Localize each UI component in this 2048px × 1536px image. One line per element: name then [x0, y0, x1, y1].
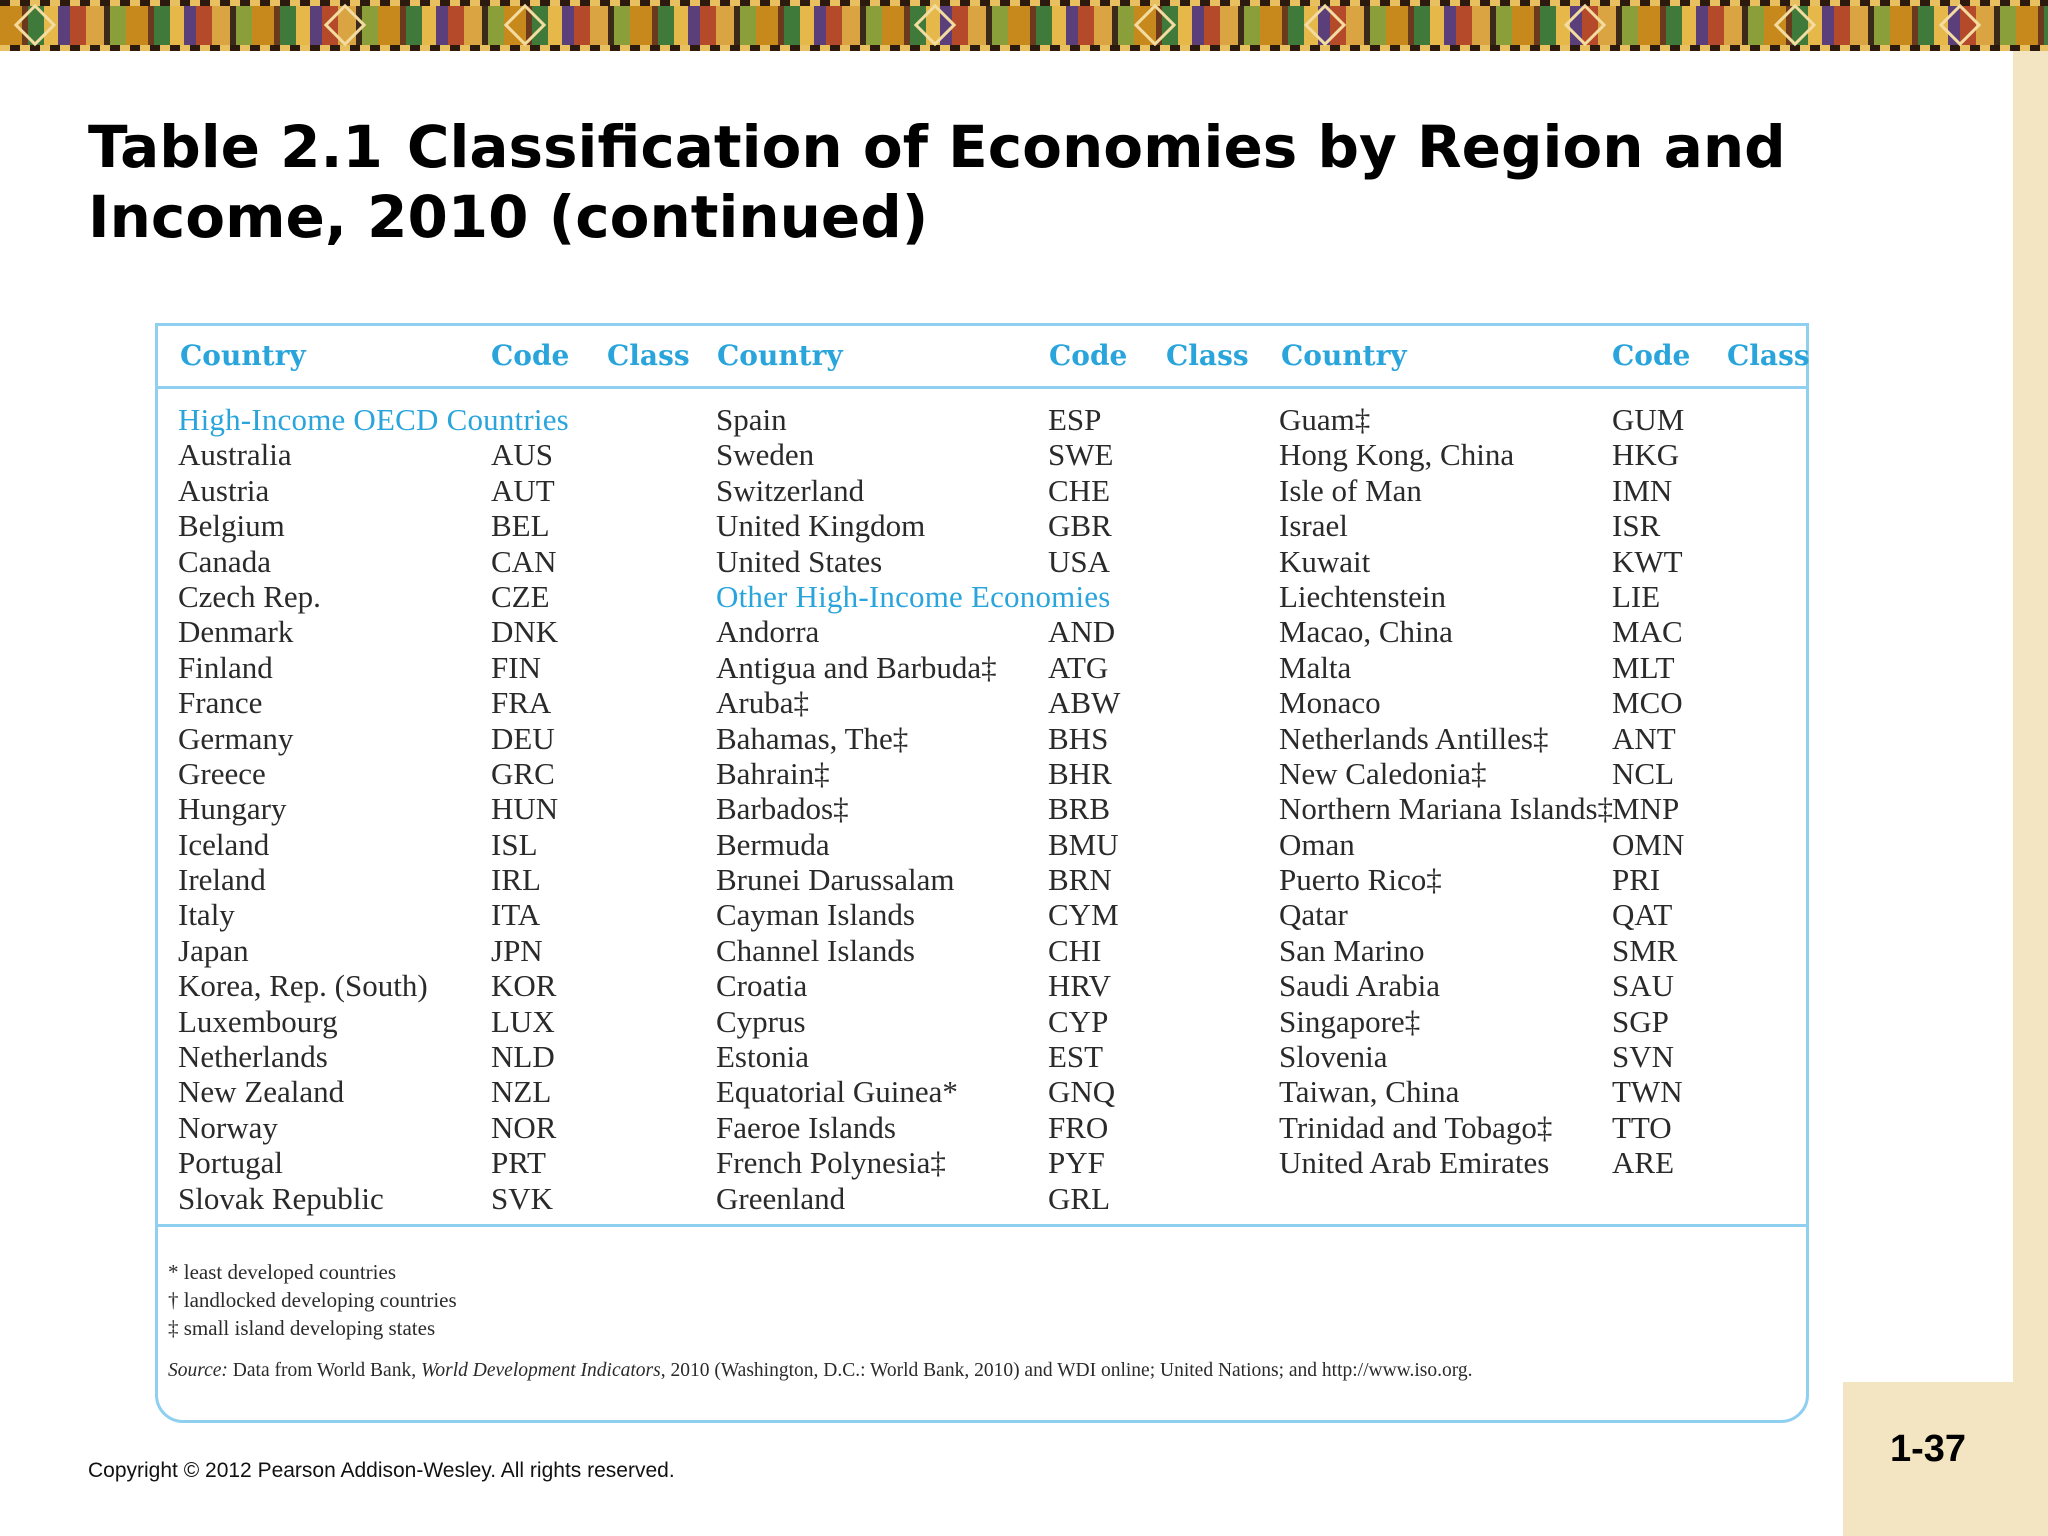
country-name: Saudi Arabia	[1279, 968, 1440, 1004]
country-name: Hungary	[178, 791, 287, 827]
header-class-3: Class	[1727, 339, 1810, 372]
table-row	[1279, 897, 1799, 932]
country-code: FRA	[491, 685, 552, 721]
country-name: Isle of Man	[1279, 472, 1422, 508]
country-name: Austria	[178, 472, 270, 508]
country-code: PRT	[491, 1145, 546, 1181]
country-name: Croatia	[716, 968, 808, 1004]
table-row	[178, 685, 698, 720]
country-code: OMN	[1612, 826, 1685, 862]
side-strip	[2013, 51, 2048, 1536]
country-code: SWE	[1048, 437, 1114, 473]
country-code: AUT	[491, 472, 555, 508]
country-code: GBR	[1048, 508, 1112, 544]
country-code: PYF	[1048, 1145, 1105, 1181]
table-row	[716, 862, 1256, 897]
country-code: GUM	[1612, 402, 1685, 437]
country-name: Greece	[178, 755, 266, 791]
table-row	[178, 933, 698, 968]
table-row	[1279, 579, 1799, 614]
country-name: Belgium	[178, 508, 285, 544]
table-row	[1279, 827, 1799, 862]
table-row	[178, 721, 698, 756]
table-row	[178, 862, 698, 897]
country-name: Ireland	[178, 862, 266, 898]
country-name: Cyprus	[716, 1003, 806, 1039]
table-row	[716, 544, 1256, 579]
country-name: Estonia	[716, 1039, 809, 1075]
country-name: Trinidad and Tobago‡	[1279, 1109, 1553, 1145]
table-row	[716, 791, 1256, 826]
country-code: DEU	[491, 720, 555, 756]
decorative-banner	[0, 0, 2048, 51]
table-column-1	[178, 402, 698, 1216]
country-code: BEL	[491, 508, 550, 544]
country-name: Slovak Republic	[178, 1180, 384, 1216]
table-row	[1279, 1110, 1799, 1145]
country-name: Northern Mariana Islands‡	[1279, 791, 1614, 827]
country-code: IRL	[491, 862, 541, 898]
country-code: MAC	[1612, 614, 1683, 650]
table-row	[716, 1181, 1256, 1216]
country-name: Monaco	[1279, 685, 1381, 721]
country-name: Guam‡	[1279, 402, 1371, 437]
header-class-1: Class	[607, 339, 690, 372]
country-code: KOR	[491, 968, 557, 1004]
country-name: Brunei Darussalam	[716, 862, 955, 898]
table-row	[178, 1181, 698, 1216]
country-code: BRB	[1048, 791, 1111, 827]
table-row	[178, 1110, 698, 1145]
country-code: AND	[1048, 614, 1116, 650]
table-row	[1279, 756, 1799, 791]
country-code: CHI	[1048, 932, 1102, 968]
table-row	[1279, 721, 1799, 756]
country-name: Bermuda	[716, 826, 830, 862]
table-number: Table 2.1	[88, 113, 383, 181]
table-row	[716, 402, 1256, 437]
country-name: Singapore‡	[1279, 1003, 1421, 1039]
country-code: HKG	[1612, 437, 1680, 473]
table-row	[716, 756, 1256, 791]
table-row	[1279, 508, 1799, 543]
table-row	[1279, 1145, 1799, 1180]
table-row	[1279, 791, 1799, 826]
table-row	[1279, 933, 1799, 968]
table-row	[178, 1039, 698, 1074]
note-least-developed: * least developed countries	[168, 1260, 397, 1284]
header-class-2: Class	[1166, 339, 1249, 372]
note-landlocked: † landlocked developing countries	[168, 1288, 457, 1312]
country-code: ABW	[1048, 685, 1121, 721]
country-code: NCL	[1612, 755, 1674, 791]
table-row	[1279, 1074, 1799, 1109]
table-row	[716, 508, 1256, 543]
country-code: ISL	[491, 826, 538, 862]
table-row	[1279, 1039, 1799, 1074]
country-code: MNP	[1612, 791, 1680, 827]
table-row	[178, 756, 698, 791]
table-row	[178, 650, 698, 685]
table-row	[716, 968, 1256, 1003]
country-code: LIE	[1612, 578, 1661, 614]
country-code: FIN	[491, 649, 541, 685]
table-row	[178, 968, 698, 1003]
country-name: San Marino	[1279, 932, 1425, 968]
table-row	[178, 579, 698, 614]
country-name: New Caledonia‡	[1279, 755, 1487, 791]
country-code: SAU	[1612, 968, 1675, 1004]
country-code: DNK	[491, 614, 559, 650]
country-name: Kuwait	[1279, 543, 1371, 579]
country-code: QAT	[1612, 897, 1673, 933]
country-name: New Zealand	[178, 1074, 345, 1110]
group-heading-label: High-Income OECD Countries	[178, 402, 569, 437]
copyright: Copyright © 2012 Pearson Addison-Wesley. All rights reserved.	[88, 1459, 675, 1482]
header-country-1: Country	[180, 339, 306, 372]
header-divider	[158, 386, 1806, 389]
country-code: MLT	[1612, 649, 1675, 685]
country-code: GRL	[1048, 1180, 1110, 1216]
country-code: ATG	[1048, 649, 1109, 685]
table-column-2	[716, 402, 1256, 1216]
country-code: USA	[1048, 543, 1111, 579]
country-code: EST	[1048, 1039, 1104, 1075]
table-row	[178, 1145, 698, 1180]
country-code: CZE	[491, 578, 550, 614]
country-code: MCO	[1612, 685, 1683, 721]
country-code: IMN	[1612, 472, 1673, 508]
group-heading	[716, 579, 1256, 614]
table-row	[716, 1004, 1256, 1039]
country-code: CYM	[1048, 897, 1119, 933]
country-name: Netherlands Antilles‡	[1279, 720, 1549, 756]
country-name: Spain	[716, 402, 787, 437]
country-name: French Polynesia‡	[716, 1145, 946, 1181]
header-code-3: Code	[1612, 339, 1691, 372]
country-name: United States	[716, 543, 883, 579]
table-row	[716, 897, 1256, 932]
country-name: Iceland	[178, 826, 270, 862]
country-code: SVN	[1612, 1039, 1675, 1075]
source-label: Source:	[168, 1360, 228, 1381]
source-note	[168, 1360, 1473, 1382]
classification-table	[155, 323, 1809, 1423]
note-small-island: ‡ small island developing states	[168, 1316, 436, 1340]
country-code: SGP	[1612, 1003, 1669, 1039]
country-name: Bahrain‡	[716, 755, 830, 791]
country-name: Canada	[178, 543, 271, 579]
country-code: NZL	[491, 1074, 552, 1110]
country-code: CYP	[1048, 1003, 1109, 1039]
table-row	[178, 827, 698, 862]
table-notes	[168, 1258, 457, 1342]
country-name: Malta	[1279, 649, 1352, 685]
table-row	[716, 1039, 1256, 1074]
table-row	[716, 933, 1256, 968]
table-column-3	[1279, 402, 1799, 1181]
country-code: SVK	[491, 1180, 554, 1216]
country-code: HRV	[1048, 968, 1111, 1004]
group-heading	[178, 402, 698, 437]
table-row	[1279, 1004, 1799, 1039]
table-row	[1279, 473, 1799, 508]
table-row	[716, 473, 1256, 508]
country-name: Australia	[178, 437, 292, 473]
table-row	[1279, 685, 1799, 720]
country-name: Netherlands	[178, 1039, 328, 1075]
country-name: Slovenia	[1279, 1039, 1388, 1075]
country-name: Italy	[178, 897, 235, 933]
table-row	[178, 897, 698, 932]
country-code: CHE	[1048, 472, 1110, 508]
country-code: BRN	[1048, 862, 1112, 898]
country-name: Oman	[1279, 826, 1355, 862]
source-text-2: , 2010 (Washington, D.C.: World Bank, 2010) and WDI online; United Nations; and http://www.iso.org.	[660, 1360, 1473, 1381]
table-row	[1279, 650, 1799, 685]
country-code: PRI	[1612, 862, 1661, 898]
country-code: FRO	[1048, 1109, 1109, 1145]
table-row	[716, 827, 1256, 862]
country-code: KWT	[1612, 543, 1683, 579]
country-code: BHR	[1048, 755, 1112, 791]
table-row	[178, 508, 698, 543]
footer-divider	[158, 1224, 1806, 1227]
country-name: Hong Kong, China	[1279, 437, 1515, 473]
country-code: GRC	[491, 755, 555, 791]
country-code: TWN	[1612, 1074, 1683, 1110]
table-row	[178, 791, 698, 826]
table-row	[1279, 968, 1799, 1003]
country-name: Faeroe Islands	[716, 1109, 896, 1145]
table-row	[716, 685, 1256, 720]
table-row	[716, 650, 1256, 685]
table-row	[1279, 862, 1799, 897]
country-code: ARE	[1612, 1145, 1674, 1181]
country-name: Bahamas, The‡	[716, 720, 909, 756]
table-row	[1279, 614, 1799, 649]
table-row	[1279, 544, 1799, 579]
title-text: Classification of Economies by Region and Income, 2010 (continued)	[88, 113, 1786, 251]
group-heading-label: Other High-Income Economies	[716, 578, 1111, 614]
country-name: Channel Islands	[716, 932, 915, 968]
table-row	[716, 1074, 1256, 1109]
table-row	[178, 473, 698, 508]
table-row	[1279, 402, 1799, 437]
table-row	[178, 437, 698, 472]
country-name: Czech Rep.	[178, 578, 321, 614]
country-name: Portugal	[178, 1145, 284, 1181]
country-name: Germany	[178, 720, 294, 756]
table-row	[178, 1074, 698, 1109]
country-name: Andorra	[716, 614, 820, 650]
country-name: Finland	[178, 649, 273, 685]
country-name: Luxembourg	[178, 1003, 338, 1039]
country-code: LUX	[491, 1003, 555, 1039]
header-country-3: Country	[1281, 339, 1407, 372]
country-name: Switzerland	[716, 472, 865, 508]
table-row	[716, 614, 1256, 649]
page-number: 1-37	[1889, 1428, 1967, 1470]
country-code: AUS	[491, 437, 554, 473]
country-name: Macao, China	[1279, 614, 1453, 650]
country-name: United Arab Emirates	[1279, 1145, 1550, 1181]
country-code: ESP	[1048, 402, 1102, 437]
country-name: Japan	[178, 932, 249, 968]
country-code: SMR	[1612, 932, 1678, 968]
country-code: CAN	[491, 543, 557, 579]
country-code: TTO	[1612, 1109, 1672, 1145]
table-row	[178, 1004, 698, 1039]
country-name: Israel	[1279, 508, 1348, 544]
country-name: Barbados‡	[716, 791, 849, 827]
country-code: JPN	[491, 932, 543, 968]
table-row	[716, 437, 1256, 472]
country-name: Korea, Rep. (South)	[178, 968, 428, 1004]
country-name: Taiwan, China	[1279, 1074, 1460, 1110]
header-country-2: Country	[717, 339, 843, 372]
country-name: Qatar	[1279, 897, 1348, 933]
country-name: Aruba‡	[716, 685, 809, 721]
country-name: Greenland	[716, 1180, 846, 1216]
header-code-2: Code	[1049, 339, 1128, 372]
country-code: ISR	[1612, 508, 1661, 544]
table-row	[716, 721, 1256, 756]
table-row	[716, 1145, 1256, 1180]
country-name: France	[178, 685, 263, 721]
country-name: Cayman Islands	[716, 897, 915, 933]
country-code: ITA	[491, 897, 541, 933]
country-name: Sweden	[716, 437, 815, 473]
table-row	[178, 614, 698, 649]
country-name: Antigua and Barbuda‡	[716, 649, 997, 685]
country-name: Equatorial Guinea*	[716, 1074, 958, 1110]
country-name: Puerto Rico‡	[1279, 862, 1442, 898]
table-row	[716, 1110, 1256, 1145]
table-row	[1279, 437, 1799, 472]
country-code: GNQ	[1048, 1074, 1116, 1110]
country-code: NOR	[491, 1109, 557, 1145]
page-title	[88, 112, 1928, 252]
country-code: BMU	[1048, 826, 1119, 862]
country-name: Liechtenstein	[1279, 578, 1446, 614]
source-publication: World Development Indicators	[420, 1360, 661, 1381]
country-code: ANT	[1612, 720, 1676, 756]
country-name: United Kingdom	[716, 508, 926, 544]
country-code: BHS	[1048, 720, 1109, 756]
country-name: Denmark	[178, 614, 294, 650]
table-row	[178, 544, 698, 579]
source-text-1: Data from World Bank,	[227, 1360, 421, 1381]
country-code: NLD	[491, 1039, 555, 1075]
header-code-1: Code	[491, 339, 570, 372]
country-code: HUN	[491, 791, 559, 827]
country-name: Norway	[178, 1109, 278, 1145]
